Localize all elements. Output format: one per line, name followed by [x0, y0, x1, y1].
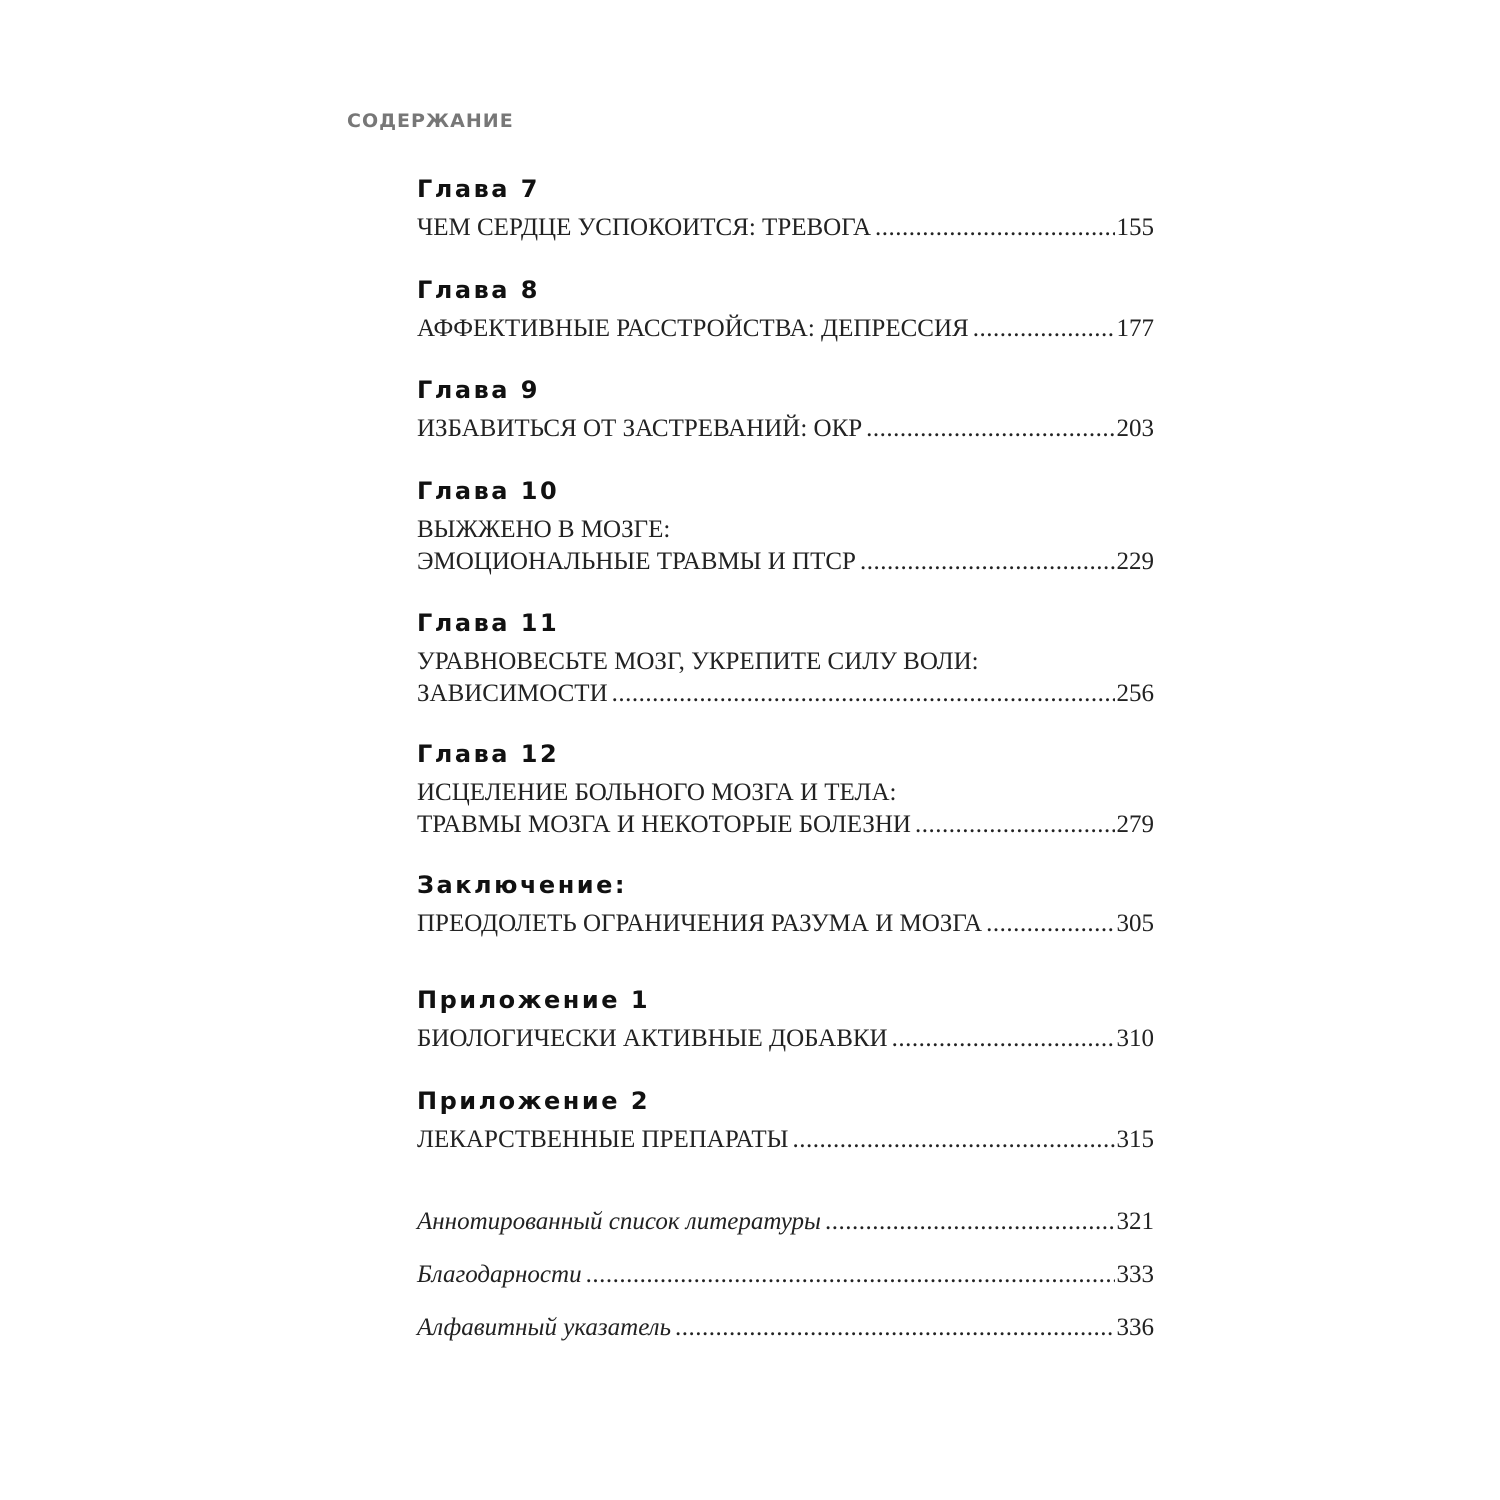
- entry-title: АФФЕКТИВНЫЕ РАССТРОЙСТВА: ДЕПРЕССИЯ: [417, 315, 969, 342]
- entry-title: ЧЕМ СЕРДЦЕ УСПОКОИТСЯ: ТРЕВОГА: [417, 214, 872, 241]
- dot-leader: [612, 678, 1115, 710]
- entry-title: ПРЕОДОЛЕТЬ ОГРАНИЧЕНИЯ РАЗУМА И МОЗГА: [417, 910, 983, 937]
- toc-section-appendix-1: [417, 983, 1154, 1055]
- dot-leader: [675, 1312, 1115, 1344]
- dot-leader: [892, 1023, 1115, 1055]
- toc-entry-line-1: [417, 514, 1154, 546]
- dot-leader: [825, 1206, 1115, 1238]
- section-heading: Заключение:: [417, 871, 627, 899]
- running-head: СОДЕРЖАНИЕ: [347, 110, 514, 132]
- toc-entry[interactable]: [417, 546, 1154, 578]
- toc-entry[interactable]: [417, 908, 1154, 940]
- entry-title: ИСЦЕЛЕНИЕ БОЛЬНОГО МОЗГА И ТЕЛА:: [417, 779, 897, 806]
- toc-section-chapter-7: [417, 172, 1154, 244]
- section-heading: Глава 12: [417, 740, 560, 768]
- page-number: 321: [1116, 1208, 1154, 1235]
- page-number: 310: [1116, 1025, 1154, 1052]
- toc-entry-bibliography[interactable]: [417, 1206, 1154, 1238]
- dot-leader: [866, 413, 1114, 445]
- dot-leader: [915, 809, 1115, 841]
- dot-leader: [973, 313, 1115, 345]
- section-heading: Глава 10: [417, 477, 560, 505]
- entry-title: Благодарности: [417, 1261, 582, 1288]
- toc-entry-acknowledgements[interactable]: [417, 1259, 1154, 1291]
- section-heading: Глава 11: [417, 609, 560, 637]
- toc-section-appendix-2: [417, 1084, 1154, 1156]
- toc-entry[interactable]: [417, 1023, 1154, 1055]
- toc-entry[interactable]: [417, 313, 1154, 345]
- page-number: 315: [1116, 1126, 1154, 1153]
- toc-entry[interactable]: [417, 212, 1154, 244]
- dot-leader: [986, 908, 1114, 940]
- section-heading: Приложение 1: [417, 986, 651, 1014]
- entry-title: ВЫЖЖЕНО В МОЗГЕ:: [417, 516, 671, 543]
- dot-leader: [860, 546, 1115, 578]
- entry-title: ЭМОЦИОНАЛЬНЫЕ ТРАВМЫ И ПТСР: [417, 548, 856, 575]
- toc-section-chapter-12: [417, 737, 1154, 841]
- page-number: 279: [1116, 811, 1154, 838]
- entry-title: ЛЕКАРСТВЕННЫЕ ПРЕПАРАТЫ: [417, 1126, 789, 1153]
- entry-title: ЗАВИСИМОСТИ: [417, 680, 608, 707]
- page-number: 256: [1116, 680, 1154, 707]
- page-number: 155: [1116, 214, 1154, 241]
- page-number: 333: [1116, 1261, 1154, 1288]
- page-number: 336: [1116, 1314, 1154, 1341]
- entry-title: УРАВНОВЕСЬТЕ МОЗГ, УКРЕПИТЕ СИЛУ ВОЛИ:: [417, 648, 979, 675]
- entry-title: БИОЛОГИЧЕСКИ АКТИВНЫЕ ДОБАВКИ: [417, 1025, 888, 1052]
- toc-section-chapter-11: [417, 606, 1154, 710]
- toc-section-chapter-8: [417, 273, 1154, 345]
- toc-entry-line-1: [417, 646, 1154, 678]
- toc-entry[interactable]: [417, 678, 1154, 710]
- section-heading: Глава 7: [417, 175, 541, 203]
- dot-leader: [586, 1259, 1115, 1291]
- entry-title: Алфавитный указатель: [417, 1314, 671, 1341]
- toc-section-chapter-9: [417, 373, 1154, 445]
- dot-leader: [792, 1124, 1114, 1156]
- toc-back-matter: [417, 1206, 1154, 1344]
- toc-section-chapter-10: [417, 474, 1154, 578]
- toc-entry-index[interactable]: [417, 1312, 1154, 1344]
- section-heading: Глава 8: [417, 276, 541, 304]
- entry-title: ИЗБАВИТЬСЯ ОТ ЗАСТРЕВАНИЙ: ОКР: [417, 415, 863, 442]
- page-number: 305: [1116, 910, 1154, 937]
- toc-entry[interactable]: [417, 413, 1154, 445]
- section-heading: Глава 9: [417, 376, 541, 404]
- entry-title: Аннотированный список литературы: [417, 1208, 821, 1235]
- entry-title: ТРАВМЫ МОЗГА И НЕКОТОРЫЕ БОЛЕЗНИ: [417, 811, 911, 838]
- toc-entry[interactable]: [417, 1124, 1154, 1156]
- toc-entry-line-1: [417, 777, 1154, 809]
- page-number: 229: [1116, 548, 1154, 575]
- toc-entry[interactable]: [417, 809, 1154, 841]
- page-number: 203: [1116, 415, 1154, 442]
- dot-leader: [875, 212, 1114, 244]
- toc-section-conclusion: [417, 868, 1154, 940]
- page-number: 177: [1116, 315, 1154, 342]
- section-heading: Приложение 2: [417, 1087, 651, 1115]
